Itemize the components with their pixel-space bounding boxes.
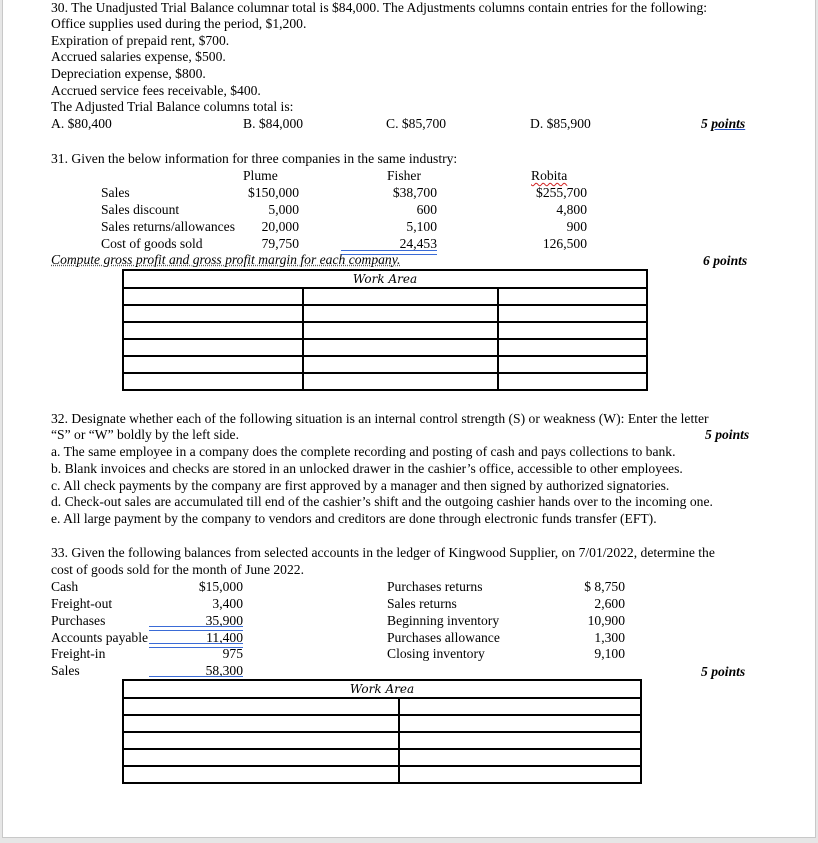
q33-account-label: Purchases <box>51 613 106 628</box>
q33-account-value: 2,600 <box>594 596 625 611</box>
work-cell[interactable] <box>303 322 498 339</box>
q31-value-fisher: $38,700 <box>392 185 437 200</box>
q33-account-value: 975 <box>222 646 243 661</box>
q30-option-d: D. $85,900 <box>530 116 591 131</box>
q33-account-value: 11,400 <box>206 630 243 645</box>
q33-account-label: Freight-out <box>51 596 113 611</box>
q31-row-label: Sales returns/allowances <box>101 219 236 234</box>
work-cell[interactable] <box>303 288 498 305</box>
q31-value-fisher: 5,100 <box>406 219 437 234</box>
q31-value-fisher: 24,453 <box>399 236 437 251</box>
q31-value-plume: 79,750 <box>261 236 299 251</box>
work-cell[interactable] <box>399 715 641 732</box>
q33-account-label: Sales returns <box>387 596 457 611</box>
q33-account-label: Cash <box>51 579 79 594</box>
work-cell[interactable] <box>498 288 647 305</box>
work-area-header: Work Area <box>123 270 647 288</box>
work-cell[interactable] <box>123 715 399 732</box>
work-cell[interactable] <box>123 339 303 356</box>
q31-value-robita: 900 <box>566 219 587 234</box>
q33-account-value: 10,900 <box>587 613 625 628</box>
q31-points: 6 points <box>703 253 748 268</box>
q30-entry: Expiration of prepaid rent, $700. <box>51 33 230 48</box>
work-cell[interactable] <box>498 339 647 356</box>
work-cell[interactable] <box>123 288 303 305</box>
work-cell[interactable] <box>303 305 498 322</box>
q31-work-area-table <box>122 269 648 391</box>
q32-item-a: a. The same employee in a company does the complete recording and posting of cash and pays collections to bank. <box>51 444 676 459</box>
q31-company-fisher: Fisher <box>387 168 421 183</box>
q32-question-line2: “S” or “W” boldly by the left side. <box>51 427 239 442</box>
q32-question-line1: 32. Designate whether each of the following situation is an internal control strength (S) or weakness (W): Enter the letter <box>51 411 709 426</box>
q33-question-line1: 33. Given the following balances from selected accounts in the ledger of Kingwood Supplier, on 7/01/2022, determine the <box>51 545 715 560</box>
q31-value-plume: 5,000 <box>268 202 299 217</box>
q33-account-value: 9,100 <box>594 646 625 661</box>
q33-account-value: $15,000 <box>198 579 243 594</box>
work-cell[interactable] <box>498 305 647 322</box>
q32-item-e: e. All large payment by the company to vendors and creditors are done through electronic funds transfer (EFT). <box>51 511 657 526</box>
work-cell[interactable] <box>498 356 647 373</box>
q33-account-label: Freight-in <box>51 646 106 661</box>
q30-points-word: points <box>711 116 746 131</box>
q30-option-b: B. $84,000 <box>243 116 304 131</box>
q33-account-label: Purchases returns <box>387 579 483 594</box>
q31-value-robita: 4,800 <box>556 202 587 217</box>
q30-option-c: C. $85,700 <box>386 116 447 131</box>
q33-account-label: Accounts payable <box>51 630 149 645</box>
q33-account-label: Purchases allowance <box>387 630 500 645</box>
document-page <box>2 0 816 838</box>
robita-spelling-mark: Robita <box>531 168 568 183</box>
q31-value-plume: 20,000 <box>261 219 299 234</box>
q31-company-plume: Plume <box>243 168 278 183</box>
q30-points-number: 5 <box>701 116 708 131</box>
work-cell[interactable] <box>123 373 303 390</box>
q32-item-d: d. Check-out sales are accumulated till end of the cashier’s shift and the outgoing cashier hands over to the incoming one. <box>51 494 713 509</box>
work-cell[interactable] <box>123 766 399 783</box>
q31-question: 31. Given the below information for three companies in the same industry: <box>51 151 458 166</box>
q30-question: 30. The Unadjusted Trial Balance columnar total is $84,000. The Adjustments columns contain entries for the following: <box>51 0 708 15</box>
q33-account-value: $ 8,750 <box>584 579 625 594</box>
q31-company-robita <box>531 168 567 184</box>
work-cell[interactable] <box>498 322 647 339</box>
work-cell[interactable] <box>123 698 399 715</box>
q33-account-value: 3,400 <box>212 596 243 611</box>
q31-row-label: Sales discount <box>101 202 180 217</box>
q30-entry: Accrued service fees receivable, $400. <box>51 83 261 98</box>
work-cell[interactable] <box>303 339 498 356</box>
q30-prompt: The Adjusted Trial Balance columns total is: <box>51 99 294 114</box>
q31-value-robita: 126,500 <box>542 236 587 251</box>
q33-account-value: 35,900 <box>205 613 243 628</box>
q33-question-line2: cost of goods sold for the month of June 2022. <box>51 562 304 577</box>
q30-entry: Office supplies used during the period, $1,200. <box>51 16 307 31</box>
work-cell[interactable] <box>399 749 641 766</box>
work-cell[interactable] <box>399 766 641 783</box>
q32-points: 5 points <box>705 427 750 442</box>
q31-value-robita: $255,700 <box>536 185 587 200</box>
work-area-header: Work Area <box>123 680 641 698</box>
q33-account-label: Closing inventory <box>387 646 485 661</box>
q32-item-b: b. Blank invoices and checks are stored in an unlocked drawer in the cashier’s office, accessible to other employees. <box>51 461 683 476</box>
work-cell[interactable] <box>123 356 303 373</box>
q30-option-a: A. $80,400 <box>51 116 112 131</box>
work-cell[interactable] <box>123 305 303 322</box>
q33-account-label: Beginning inventory <box>387 613 500 628</box>
work-cell[interactable] <box>399 698 641 715</box>
q31-row-label: Sales <box>101 185 130 200</box>
work-cell[interactable] <box>399 732 641 749</box>
q31-value-plume: $150,000 <box>248 185 299 200</box>
q33-account-label: Sales <box>51 663 80 678</box>
q31-instruction: Compute gross profit and gross profit margin for each company. <box>51 252 401 267</box>
q32-item-c: c. All check payments by the company are first approved by a manager and then signed by authorized signatories. <box>51 478 670 493</box>
q33-account-value: 1,300 <box>594 630 625 645</box>
q30-entry: Depreciation expense, $800. <box>51 66 206 81</box>
q31-row-label: Cost of goods sold <box>101 236 203 251</box>
work-cell[interactable] <box>303 373 498 390</box>
work-cell[interactable] <box>123 749 399 766</box>
work-cell[interactable] <box>123 322 303 339</box>
q33-account-value: 58,300 <box>205 663 243 678</box>
q30-points <box>701 116 745 132</box>
q31-value-fisher: 600 <box>416 202 437 217</box>
q33-work-area-table <box>122 679 642 784</box>
work-cell[interactable] <box>498 373 647 390</box>
q33-points: 5 points <box>701 664 746 679</box>
work-cell[interactable] <box>303 356 498 373</box>
q30-entry: Accrued salaries expense, $500. <box>51 49 226 64</box>
work-cell[interactable] <box>123 732 399 749</box>
